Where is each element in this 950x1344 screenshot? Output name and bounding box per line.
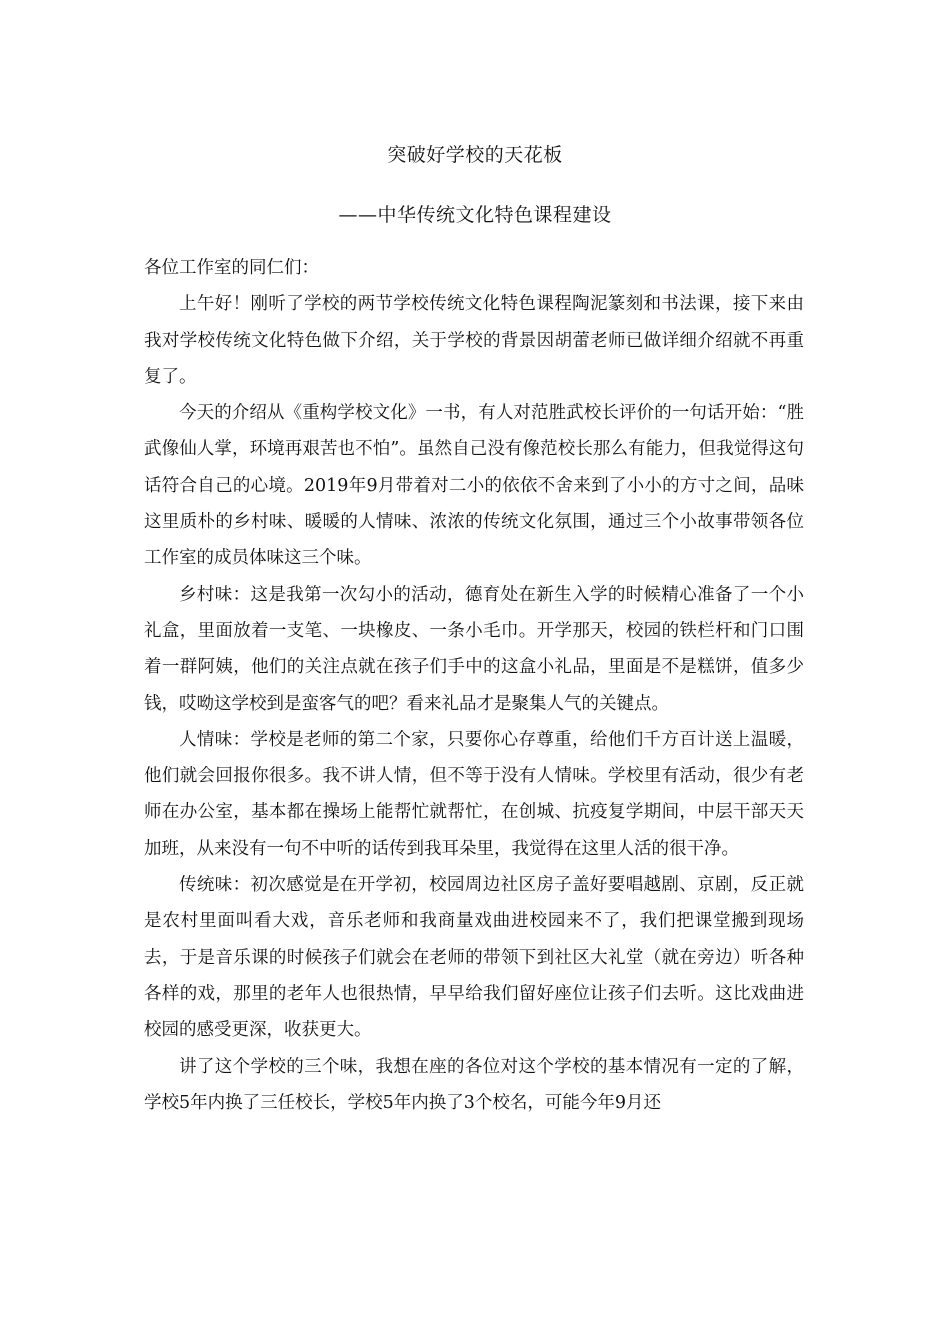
document-title: 突破好学校的天花板 [387, 144, 563, 166]
paragraph-human-touch: 人情味：学校是老师的第二个家，只要你心存尊重，给他们千方百计送上温暖，他们就会回报你很多。我不讲人情，但不等于没有人情味。学校里有活动，很少有老师在办公室，基本都在操场上能帮忙就帮忙，在创城、抗疫复学期间，中层干部天天加班，从来没有一句不中听的话传到我耳朵里，我觉得在这里人活的很干净。 [144, 729, 804, 859]
document-subtitle: ——中华传统文化特色课程建设 [338, 204, 612, 226]
document-body [144, 250, 804, 1121]
paragraph-book-intro: 今天的介绍从《重构学校文化》一书，有人对范胜武校长评价的一句话开始：“胜武像仙人掌，环境再艰苦也不怕”。虽然自己没有像范校长那么有能力，但我觉得这句话符合自己的心境。2019年9月带着对二小的依依不舍来到了小小的方寸之间，品味这里质朴的乡村味、暖暖的人情味、浓浓的传统文化氛围，通过三个小故事带领各位工作室的成员体味这三个味。 [144, 403, 804, 569]
greeting: 各位工作室的同仁们： [144, 258, 319, 278]
paragraph-school-overview: 讲了这个学校的三个味，我想在座的各位对这个学校的基本情况有一定的了解，学校5年内换了三任校长，学校5年内换了3个校名，可能今年9月还 [144, 1056, 804, 1113]
paragraph-traditional-flavor: 传统味：初次感觉是在开学初，校园周边社区房子盖好要唱越剧、京剧，反正就是农村里面叫看大戏，音乐老师和我商量戏曲进校园来不了，我们把课堂搬到现场去，于是音乐课的时候孩子们就会在老师的带领下到社区大礼堂（就在旁边）听各种各样的戏，那里的老年人也很热情，早早给我们留好座位让孩子们去听。这比戏曲进校园的感受更深，收获更大。 [144, 875, 804, 1041]
paragraph-rural-flavor: 乡村味：这是我第一次勾小的活动，德育处在新生入学的时候精心准备了一个小礼盒，里面放着一支笔、一块橡皮、一条小毛巾。开学那天，校园的铁栏杆和门口围着一群阿姨，他们的关注点就在孩子们手中的这盒小礼品，里面是不是糕饼，值多少钱，哎呦这学校到是蛮客气的吧？看来礼品才是聚集人气的关键点。 [144, 584, 804, 714]
paragraph-greeting-intro: 上午好！刚听了学校的两节学校传统文化特色课程陶泥篆刻和书法课，接下来由我对学校传统文化特色做下介绍，关于学校的背景因胡蕾老师已做详细介绍就不再重复了。 [144, 294, 804, 387]
